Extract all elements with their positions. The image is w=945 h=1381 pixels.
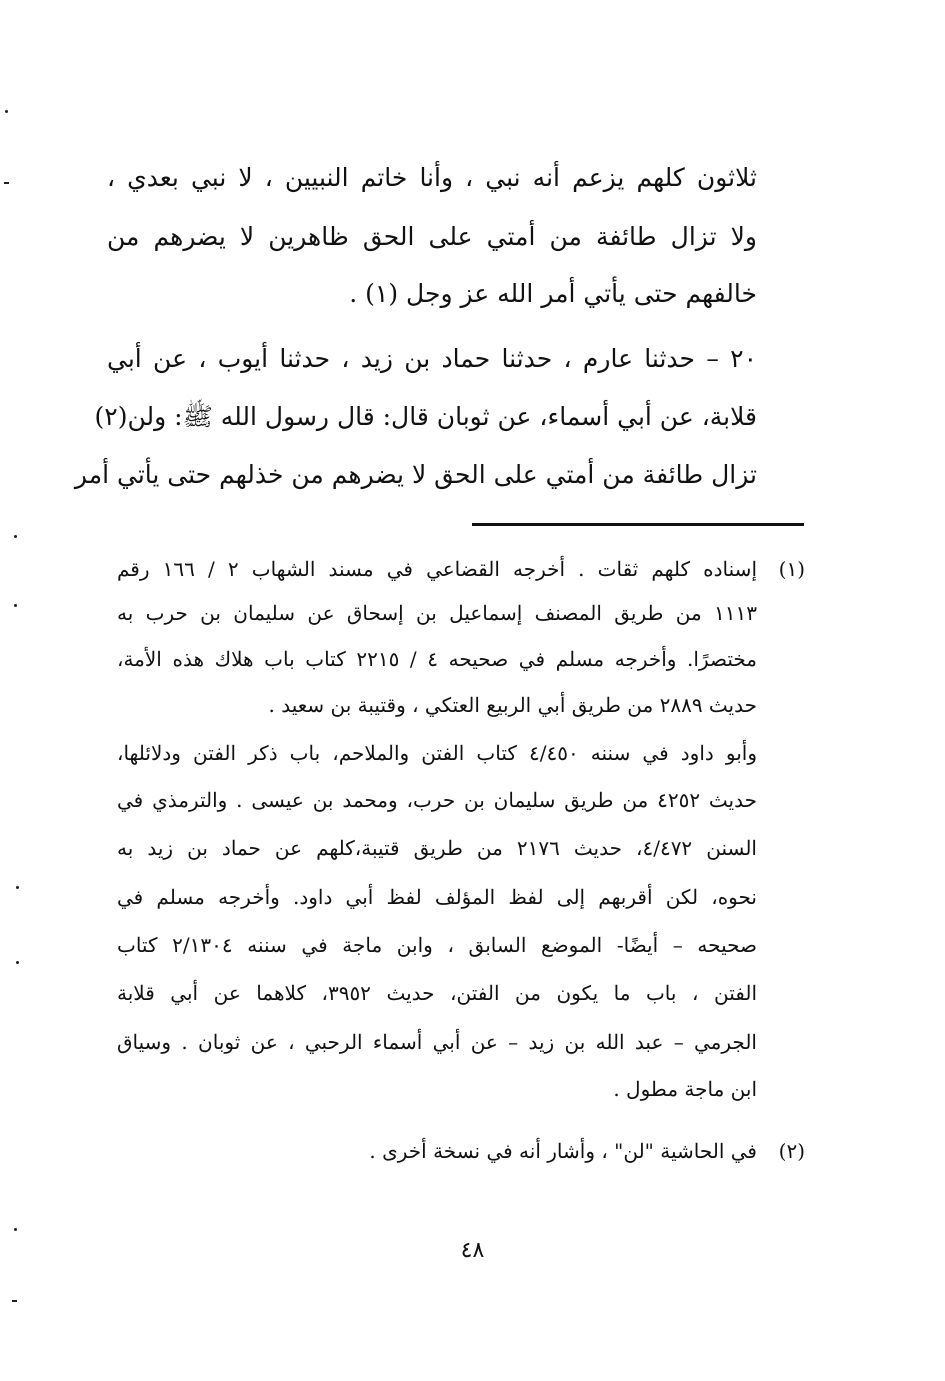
page-number: ٤٨ xyxy=(460,1238,485,1263)
footnote-line: في الحاشية "لن" ، وأشار أنه في نسخة أخرى . xyxy=(369,1139,757,1163)
hadith-20-line: قلابة، عن أبي أسماء، عن ثوبان قال: قال رسول الله ﷺ: ولن(٢) xyxy=(94,402,757,431)
footnote-line: إسناده كلهم ثقات . أخرجه القضاعي في مسند الشهاب ٢ / ١٦٦ رقم xyxy=(117,557,757,581)
footnote-marker: (٢) xyxy=(778,1139,805,1163)
footnote-line: الجرمي – عبد الله بن زيد – عن أبي أسماء الرحبي ، عن ثوبان . وسياق xyxy=(117,1030,757,1054)
footnote-line: ١١١٣ من طريق المصنف إسماعيل بن إسحاق عن سليمان بن حرب به xyxy=(117,601,757,625)
hadith-20-line: ٢٠ – حدثنا عارم ، حدثنا حماد بن زيد ، حدثنا أيوب ، عن أبي xyxy=(107,344,757,373)
scan-speck xyxy=(14,535,17,538)
main-text-line: ثلاثون كلهم يزعم أنه نبي ، وأنا خاتم النبيين ، لا نبي بعدي ، xyxy=(107,163,757,192)
hadith-20-line: تزال طائفة من أمتي على الحق لا يضرهم من خذلهم حتى يأتي أمر xyxy=(74,460,757,489)
footnote-line: السنن ٤/٤٧٢، حديث ٢١٧٦ من طريق قتيبة،كلهم عن حماد بن زيد به xyxy=(117,836,757,860)
footnote-line: ابن ماجة مطول . xyxy=(613,1077,757,1101)
scan-speck xyxy=(16,961,19,964)
scan-speck xyxy=(16,886,19,889)
footnote-line: وأبو داود في سننه ٤/٤٥٠ كتاب الفتن والملاحم، باب ذكر الفتن ودلائلها، xyxy=(117,741,757,765)
footnote-line: الفتن ، باب ما يكون من الفتن، حديث ٣٩٥٢، كلاهما عن أبي قلابة xyxy=(117,981,757,1005)
footnote-line: مختصرًا. وأخرجه مسلم في صحيحه ٤ / ٢٢١٥ كتاب باب هلاك هذه الأمة، xyxy=(117,647,757,671)
main-text-line: ولا تزال طائفة من أمتي على الحق ظاهرين لا يضرهم من xyxy=(107,222,757,251)
footnote-line: حديث ٢٨٨٩ من طريق أبي الربيع العتكي ، وقتيبة بن سعيد . xyxy=(268,693,757,717)
footnote-marker: (١) xyxy=(778,557,805,581)
scan-speck xyxy=(14,1228,17,1231)
scan-speck xyxy=(5,110,8,113)
footnote-line: صحيحه – أيضًا- الموضع السابق ، وابن ماجة في سننه ٢/١٣٠٤ كتاب xyxy=(117,933,757,957)
footnote-separator xyxy=(472,523,804,526)
main-text-line: خالفهم حتى يأتي أمر الله عز وجل (١) . xyxy=(349,279,757,308)
footnote-line: نحوه، لكن أقربهم إلى لفظ المؤلف لفظ أبي داود. وأخرجه مسلم في xyxy=(117,885,757,909)
scan-speck xyxy=(14,604,17,607)
scan-speck xyxy=(12,1300,17,1302)
footnote-line: حديث ٤٢٥٢ من طريق سليمان بن حرب، ومحمد بن عيسى . والترمذي في xyxy=(117,788,757,812)
scan-speck xyxy=(4,182,9,184)
